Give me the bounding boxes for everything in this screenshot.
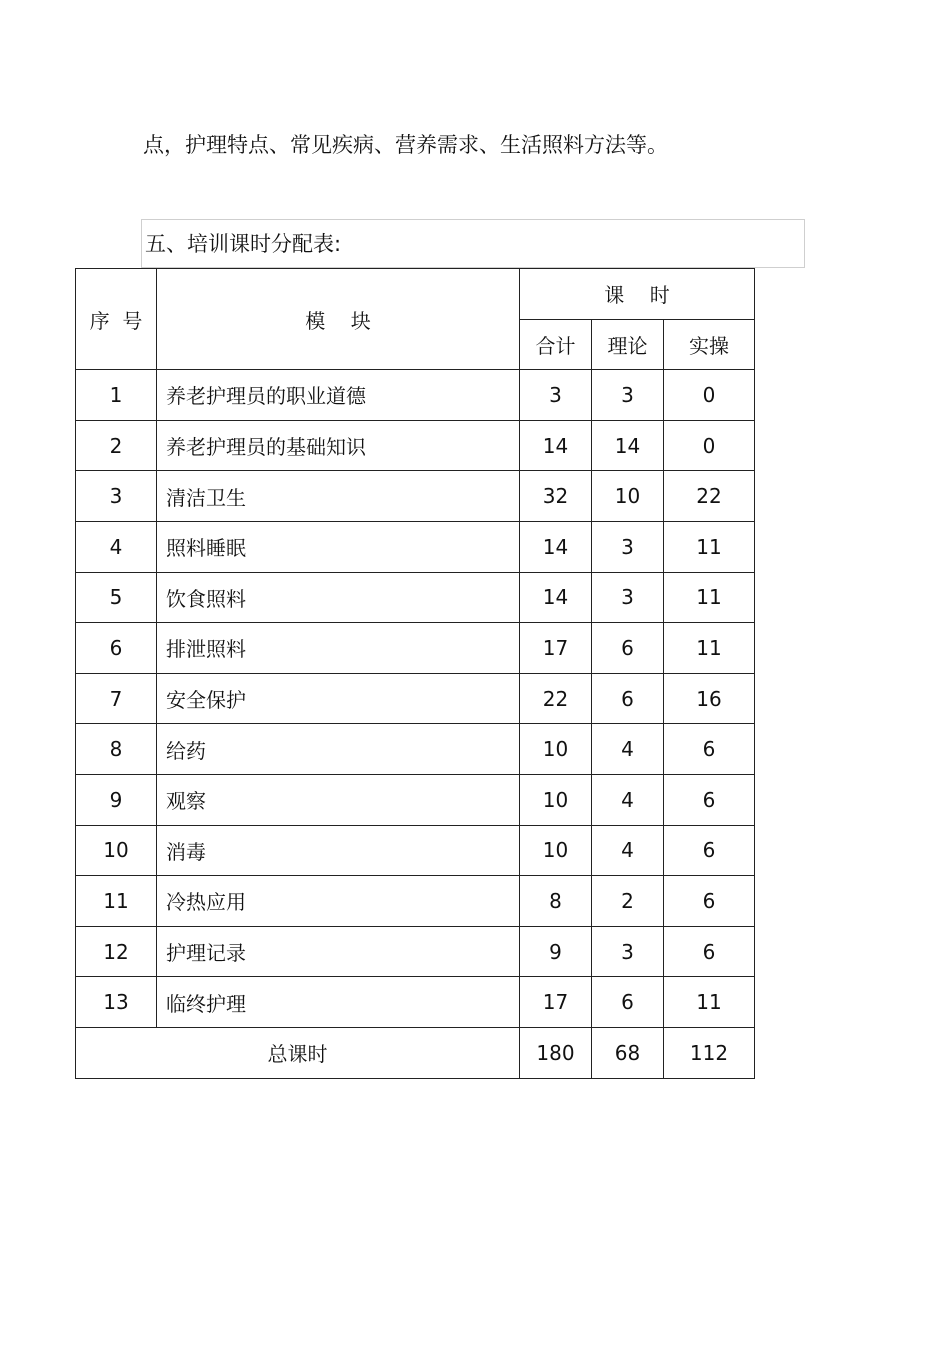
row-module: 护理记录 [157, 926, 520, 977]
row-theory: 3 [592, 926, 664, 977]
row-practice: 6 [664, 876, 755, 927]
table-body [76, 269, 755, 1079]
row-seq: 10 [76, 825, 157, 876]
row-seq: 7 [76, 673, 157, 724]
row-seq: 2 [76, 420, 157, 471]
row-theory: 2 [592, 876, 664, 927]
row-theory: 3 [592, 370, 664, 421]
row-theory: 14 [592, 420, 664, 471]
row-total: 10 [520, 825, 592, 876]
table-row [76, 724, 755, 775]
row-practice: 0 [664, 370, 755, 421]
header-total: 合计 [520, 319, 592, 370]
header-theory: 理论 [592, 319, 664, 370]
row-theory: 3 [592, 572, 664, 623]
row-practice: 6 [664, 774, 755, 825]
table-row [76, 370, 755, 421]
header-practice: 实操 [664, 319, 755, 370]
header-seq: 序 号 [76, 269, 157, 370]
table-row [76, 774, 755, 825]
row-module: 观察 [157, 774, 520, 825]
table-row [76, 977, 755, 1028]
total-theory: 68 [592, 1027, 664, 1078]
table-row [76, 471, 755, 522]
row-seq: 1 [76, 370, 157, 421]
header-hours: 课 时 [520, 269, 755, 320]
table-row [76, 926, 755, 977]
intro-paragraph: 点，护理特点、常见疾病、营养需求、生活照料方法等。 [143, 133, 668, 157]
row-theory: 3 [592, 521, 664, 572]
row-seq: 3 [76, 471, 157, 522]
row-total: 8 [520, 876, 592, 927]
row-practice: 11 [664, 572, 755, 623]
row-seq: 5 [76, 572, 157, 623]
row-total: 10 [520, 774, 592, 825]
row-total: 10 [520, 724, 592, 775]
row-theory: 6 [592, 977, 664, 1028]
table-row [76, 825, 755, 876]
table-row [76, 623, 755, 674]
row-total: 14 [520, 521, 592, 572]
total-hours-label: 总课时 [76, 1027, 520, 1078]
row-practice: 11 [664, 623, 755, 674]
row-seq: 8 [76, 724, 157, 775]
row-seq: 13 [76, 977, 157, 1028]
table-row [76, 572, 755, 623]
table-header-row [76, 269, 755, 320]
row-practice: 6 [664, 926, 755, 977]
row-total: 3 [520, 370, 592, 421]
row-module: 临终护理 [157, 977, 520, 1028]
row-module: 照料睡眠 [157, 521, 520, 572]
row-seq: 12 [76, 926, 157, 977]
row-theory: 6 [592, 673, 664, 724]
row-theory: 4 [592, 774, 664, 825]
row-module: 养老护理员的职业道德 [157, 370, 520, 421]
row-seq: 9 [76, 774, 157, 825]
row-total: 32 [520, 471, 592, 522]
table-row [76, 673, 755, 724]
row-theory: 6 [592, 623, 664, 674]
row-theory: 10 [592, 471, 664, 522]
table-total-row [76, 1027, 755, 1078]
row-total: 14 [520, 572, 592, 623]
section-title: 五、培训课时分配表: [145, 232, 342, 256]
row-module: 消毒 [157, 825, 520, 876]
row-practice: 6 [664, 825, 755, 876]
section-heading-box [141, 219, 805, 268]
total-total: 180 [520, 1027, 592, 1078]
row-practice: 16 [664, 673, 755, 724]
row-total: 9 [520, 926, 592, 977]
table-row [76, 521, 755, 572]
row-practice: 11 [664, 521, 755, 572]
row-module: 冷热应用 [157, 876, 520, 927]
row-module: 给药 [157, 724, 520, 775]
row-theory: 4 [592, 724, 664, 775]
table-row [76, 420, 755, 471]
row-total: 14 [520, 420, 592, 471]
row-module: 饮食照料 [157, 572, 520, 623]
row-practice: 0 [664, 420, 755, 471]
row-total: 22 [520, 673, 592, 724]
row-seq: 6 [76, 623, 157, 674]
row-theory: 4 [592, 825, 664, 876]
row-practice: 22 [664, 471, 755, 522]
training-hours-table [75, 268, 755, 1079]
row-module: 养老护理员的基础知识 [157, 420, 520, 471]
row-total: 17 [520, 623, 592, 674]
row-total: 17 [520, 977, 592, 1028]
header-module: 模 块 [157, 269, 520, 370]
row-practice: 11 [664, 977, 755, 1028]
row-module: 排泄照料 [157, 623, 520, 674]
table-row [76, 876, 755, 927]
total-practice: 112 [664, 1027, 755, 1078]
row-practice: 6 [664, 724, 755, 775]
row-module: 清洁卫生 [157, 471, 520, 522]
row-seq: 4 [76, 521, 157, 572]
row-seq: 11 [76, 876, 157, 927]
row-module: 安全保护 [157, 673, 520, 724]
